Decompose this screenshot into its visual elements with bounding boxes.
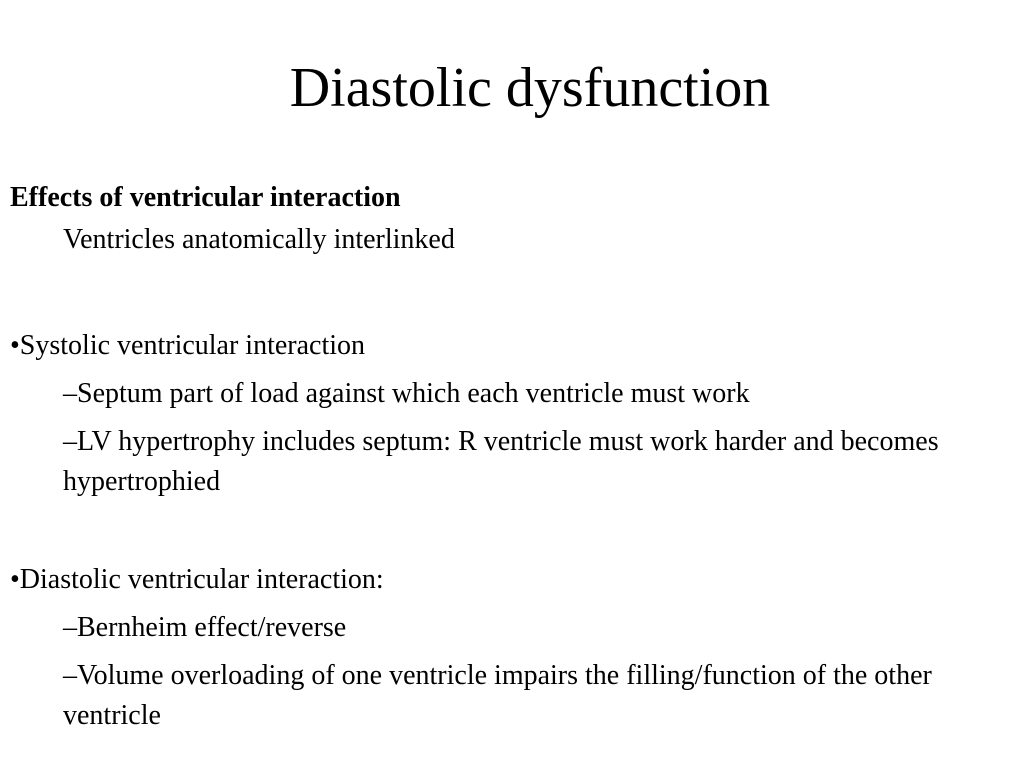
slide-body: [10, 178, 1015, 736]
bullet-systolic: •Systolic ventricular interaction: [10, 330, 366, 361]
sub-item-bernheim: –Bernheim effect/reverse: [63, 612, 347, 643]
sub-item-volume-overloading: –Volume overloading of one ventricle impairs the filling/function of the other ventricle: [63, 660, 932, 731]
sub-item-lv-hypertrophy: –LV hypertrophy includes septum: R ventricle must work harder and becomes hypertrophied: [63, 426, 939, 497]
section-heading: Effects of ventricular interaction: [10, 182, 401, 213]
spacer: [10, 502, 1015, 560]
bullet-diastolic: •Diastolic ventricular interaction:: [10, 564, 384, 595]
sub-item-septum-load: –Septum part of load against which each ventricle must work: [63, 378, 750, 409]
slide-title: Diastolic dysfunction: [289, 57, 771, 119]
intro-text: Ventricles anatomically interlinked: [63, 224, 455, 255]
spacer: [10, 268, 1015, 326]
